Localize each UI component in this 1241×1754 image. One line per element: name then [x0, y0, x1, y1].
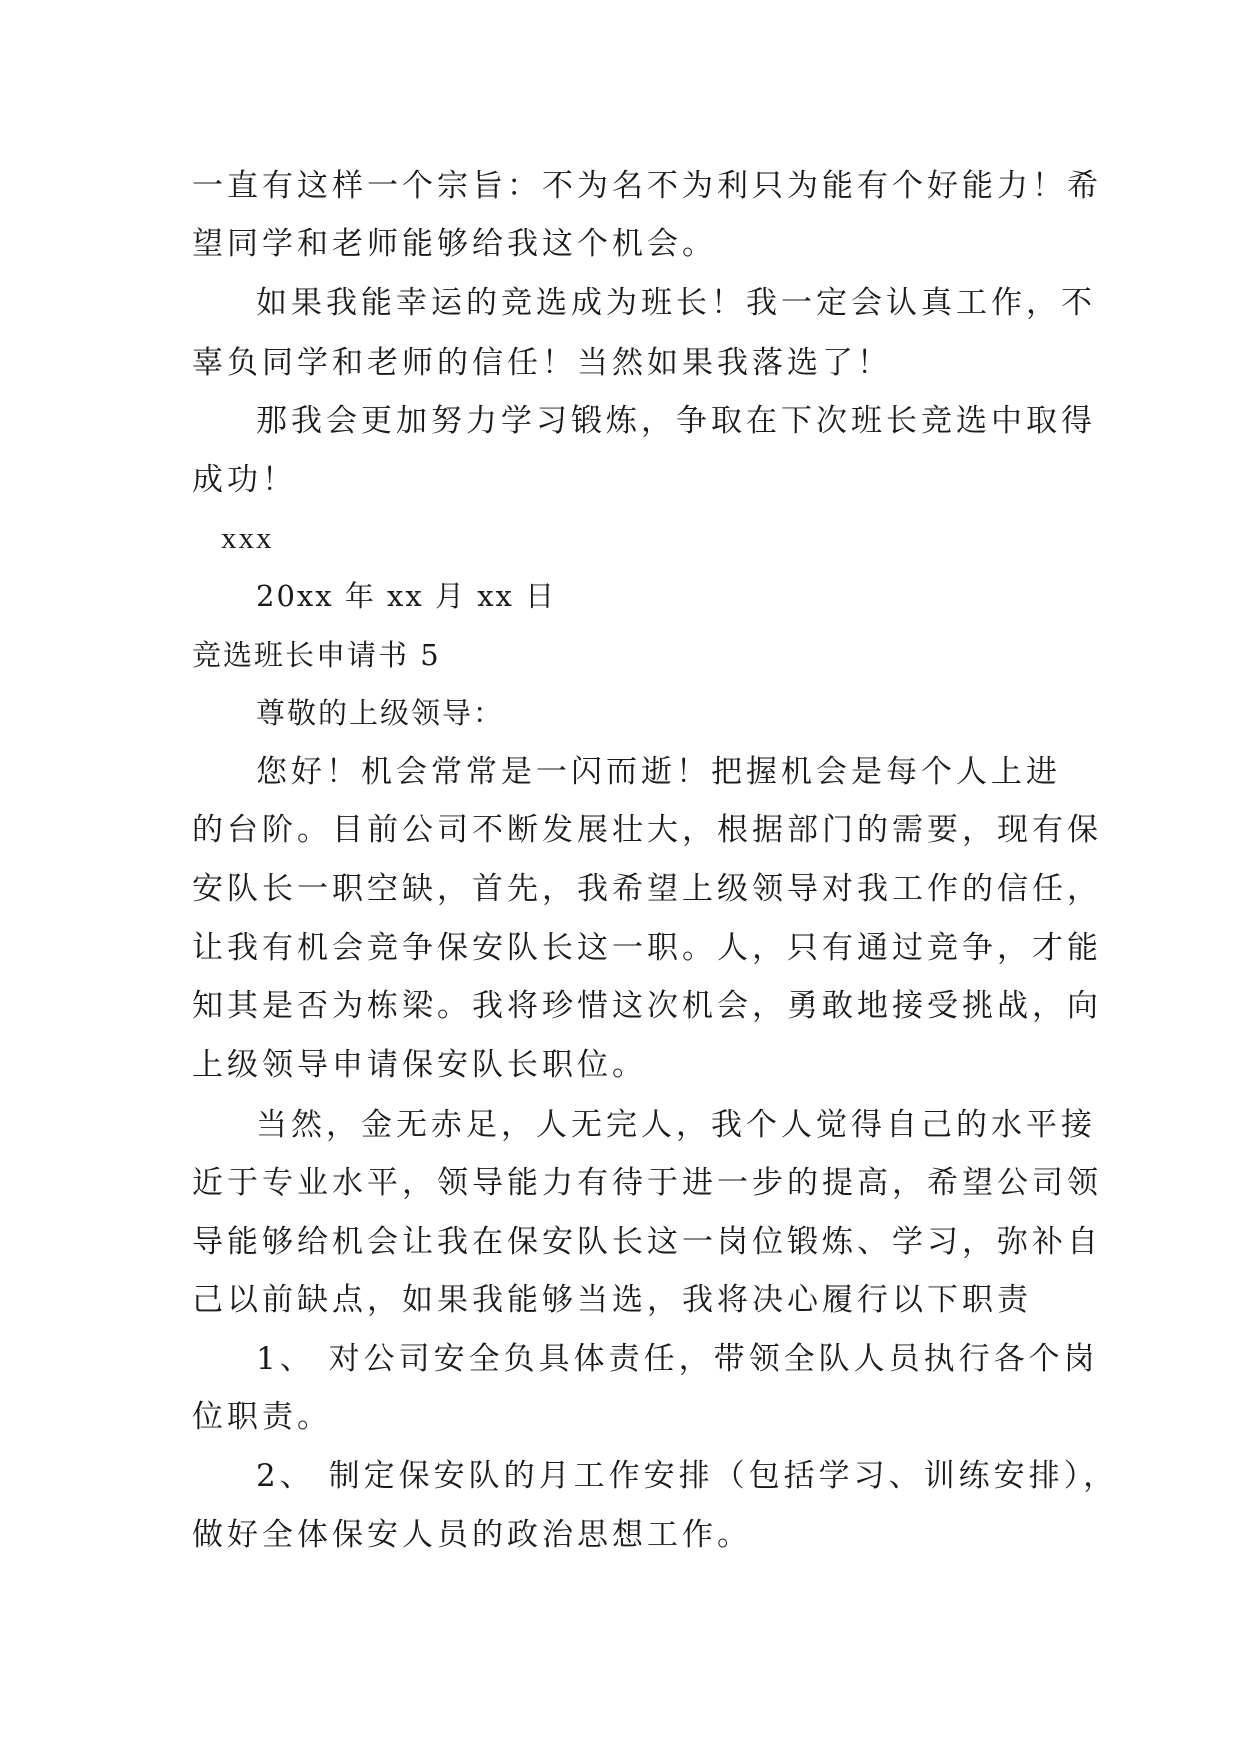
list-item-continuation: 做好全体保安人员的政治思想工作。: [192, 1517, 752, 1553]
paragraph-line: 的台阶。目前公司不断发展壮大，根据部门的需要，现有保: [192, 812, 1102, 848]
paragraph-line: 己以前缺点，如果我能够当选，我将决心履行以下职责: [192, 1282, 1032, 1318]
paragraph-line: 如果我能幸运的竞选成为班长！我一定会认真工作，不: [256, 285, 1096, 321]
paragraph-line: 导能够给机会让我在保安队长这一岗位锻炼、学习，弥补自: [192, 1224, 1102, 1260]
signature-date: 20xx 年 xx 月 xx 日: [256, 579, 557, 613]
paragraph-line: 辜负同学和老师的信任！当然如果我落选了！: [192, 345, 892, 381]
section-title: 竞选班长申请书 5: [192, 638, 441, 672]
paragraph-line: 望同学和老师能够给我这个机会。: [192, 226, 717, 262]
paragraph-line: 成功！: [192, 462, 297, 498]
paragraph-line: 让我有机会竞争保安队长这一职。人，只有通过竞争，才能: [192, 930, 1102, 966]
paragraph-line: 您好！机会常常是一闪而逝！把握机会是每个人上进: [256, 754, 1061, 790]
signature-name: xxx: [221, 520, 274, 555]
paragraph-line: 当然，金无赤足，人无完人，我个人觉得自己的水平接: [256, 1107, 1096, 1143]
paragraph-line: 一直有这样一个宗旨：不为名不为利只为能有个好能力！希: [192, 168, 1102, 204]
paragraph-line: 安队长一职空缺，首先，我希望上级领导对我工作的信任，: [192, 871, 1102, 907]
list-item: 2、 制定保安队的月工作安排（包括学习、训练安排），: [256, 1458, 1119, 1494]
paragraph-line: 知其是否为栋梁。我将珍惜这次机会，勇敢地接受挑战，向: [192, 988, 1102, 1024]
salutation: 尊敬的上级领导：: [256, 696, 505, 730]
paragraph-line: 那我会更加努力学习锻炼，争取在下次班长竞选中取得: [256, 403, 1096, 439]
paragraph-line: 近于专业水平，领导能力有待于进一步的提高，希望公司领: [192, 1165, 1102, 1201]
list-item: 1、 对公司安全负具体责任，带领全队人员执行各个岗: [256, 1341, 1099, 1377]
paragraph-line: 上级领导申请保安队长职位。: [192, 1047, 647, 1083]
list-item-continuation: 位职责。: [192, 1399, 332, 1435]
